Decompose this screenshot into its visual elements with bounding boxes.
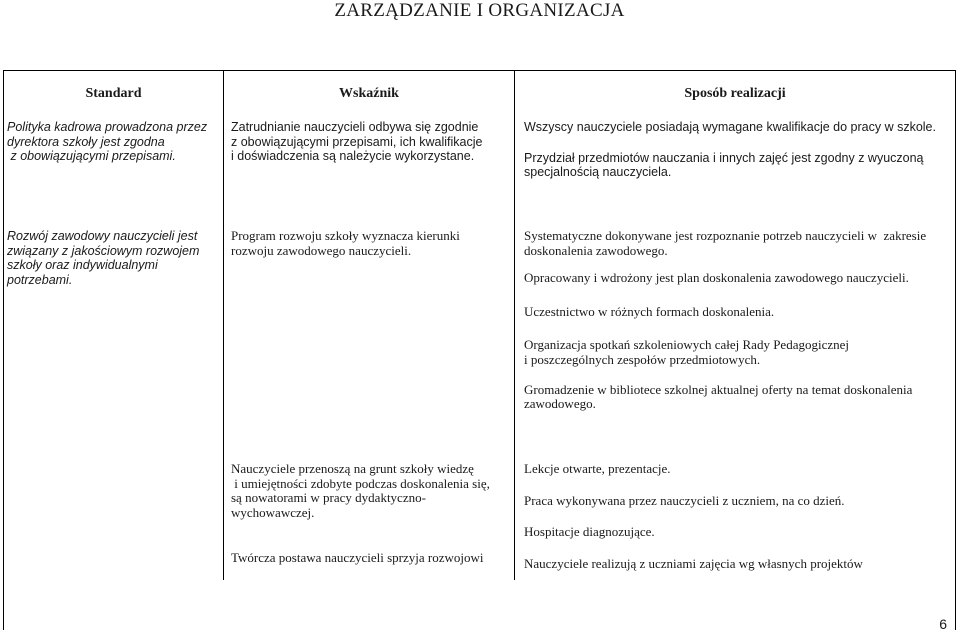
column-divider [223, 70, 224, 580]
text-line: Systematyczne dokonywane jest rozpoznanie potrzeb nauczycieli w zakresie [524, 228, 927, 243]
header-standard: Standard [85, 86, 142, 101]
text-line: Organizacja spotkań szkoleniowych całej Rady Pedagogicznej [524, 337, 850, 353]
header-indicator: Wskaźnik [339, 86, 399, 101]
row1-standard [7, 120, 221, 164]
text-line: i poszczególnych zespołów przedmiotowych. [524, 351, 761, 367]
row3-method [524, 462, 954, 571]
row2-method [524, 229, 954, 412]
text-line: Polityka kadrowa prowadzona przez [7, 120, 208, 134]
text-line: Nauczyciele przenoszą na grunt szkoły wiedzę [231, 461, 474, 476]
text-line: doskonalenia zawodowego. [524, 242, 668, 258]
text-line: Przydział przedmiotów nauczania i innych zajęć jest zgodny z wyuczoną [524, 150, 924, 165]
row2-indicator [231, 229, 511, 258]
text-line: Wszyscy nauczyciele posiadają wymagane kwalifikacje do pracy w szkole. [524, 120, 936, 134]
text-line: zawodowego. [524, 396, 596, 412]
text-line: są nowatorami w pracy dydaktyczno- [231, 490, 426, 506]
row1-method [524, 120, 954, 180]
text-line: potrzebami. [7, 272, 73, 287]
text-line: wychowawczej. [231, 504, 315, 520]
text-line: Lekcje otwarte, prezentacje. [524, 461, 671, 476]
text-line: związany z jakościowym rozwojem [7, 243, 200, 258]
text-line: i doświadczenia są należycie wykorzystane. [231, 149, 475, 164]
text-line: Hospitacje diagnozujące. [524, 524, 655, 540]
text-line: Rozwój zawodowy nauczycieli jest [7, 229, 198, 243]
text-line: rozwoju zawodowego nauczycieli. [231, 242, 412, 258]
text-line: i umiejętności zdobyte podczas doskonalenia się, [231, 475, 490, 491]
text-line: z obowiązującymi przepisami, ich kwalifikacje [231, 134, 483, 149]
text-line: z obowiązującymi przepisami. [7, 149, 176, 164]
text-line: Uczestnictwo w różnych formach doskonalenia. [524, 303, 775, 319]
header-method: Sposób realizacji [684, 86, 786, 101]
text-line: Zatrudnianie nauczycieli odbywa się zgodnie [231, 120, 479, 134]
column-divider [514, 70, 515, 580]
text-line: specjalnością nauczyciela. [524, 165, 672, 180]
row3-indicator [231, 462, 513, 566]
text-line: Praca wykonywana przez nauczycieli z uczniem, na co dzień. [524, 492, 845, 508]
text-line: Nauczyciele realizują z uczniami zajęcia wg własnych projektów [524, 555, 863, 571]
text-line: Gromadzenie w bibliotece szkolnej aktualnej oferty na temat doskonalenia [524, 381, 913, 397]
text-line: Twórcza postawa nauczycieli sprzyja rozwojowi [231, 550, 484, 566]
row2-standard [7, 229, 221, 287]
row1-indicator [231, 120, 511, 164]
text-line: Program rozwoju szkoły wyznacza kierunki [231, 228, 460, 243]
page-number: 6 [939, 616, 947, 632]
text-line: dyrektora szkoły jest zgodna [7, 134, 165, 149]
text-line: szkoły oraz indywidualnymi [7, 258, 158, 273]
page-title: ZARZĄDZANIE I ORGANIZACJA [334, 0, 625, 21]
text-line: Opracowany i wdrożony jest plan doskonalenia zawodowego nauczycieli. [524, 270, 909, 286]
